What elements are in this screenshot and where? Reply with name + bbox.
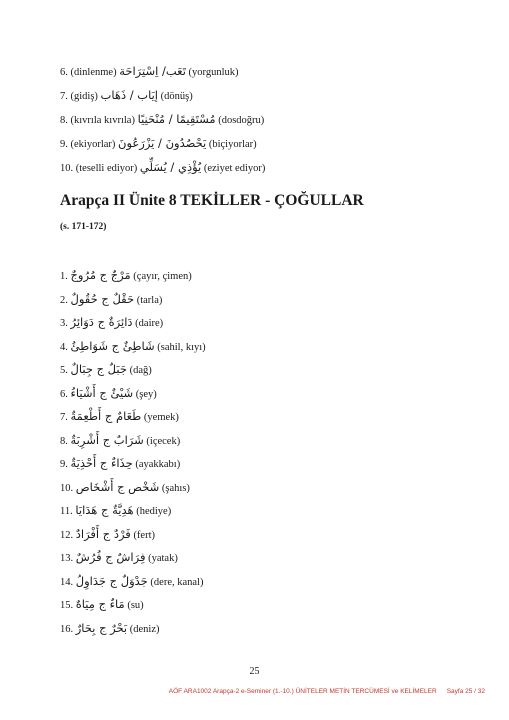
turkish-meaning: (dere, kanal) bbox=[150, 577, 204, 588]
arabic-word: طَعَامٌ ج أَطْعِمَةٌ bbox=[70, 409, 142, 423]
item-number: 4. bbox=[60, 342, 68, 353]
arabic-word: شَخْص ج أَشْخَاص bbox=[75, 480, 160, 494]
arabic-word: يَحْصُدُونَ / يَزْرَعُونَ bbox=[118, 136, 207, 150]
plural-list-item bbox=[60, 621, 160, 637]
arabic-word: بَحْرٌ ج بِحَارٌ bbox=[75, 621, 128, 635]
turkish-after: (eziyet ediyor) bbox=[203, 163, 266, 174]
item-number: 11. bbox=[60, 506, 73, 517]
turkish-meaning: (ayakkabı) bbox=[135, 459, 181, 470]
section-title: Arapça II Ünite 8 TEKİLLER - ÇOĞULLAR bbox=[60, 192, 364, 209]
arabic-word: دَائِرَةٌ ج دَوَائِرُ bbox=[70, 315, 133, 329]
page-footer bbox=[169, 688, 485, 695]
turkish-meaning: (çayır, çimen) bbox=[133, 271, 192, 282]
arabic-word: فِرَاشٌ ج فُرُشٌ bbox=[75, 550, 146, 564]
footer-course-text: AÖF ARA1002 Arapça-2 e-Seminer (1.-10.) ÜNİTELER METİN TERCÜMESİ ve KELİMELER bbox=[168, 688, 437, 695]
item-number: 3. bbox=[60, 318, 68, 329]
turkish-meaning: (su) bbox=[127, 600, 144, 611]
item-number: 10. bbox=[60, 483, 74, 494]
item-number: 15. bbox=[60, 600, 74, 611]
turkish-meaning: (tarla) bbox=[136, 295, 163, 306]
item-number: 12. bbox=[60, 530, 74, 541]
arabic-word: حَقْلٌ ج حُقُولٌ bbox=[70, 292, 135, 306]
plural-list-item bbox=[60, 315, 163, 331]
turkish-meaning: (şahıs) bbox=[161, 483, 190, 494]
arabic-word: إيَاب / ذَهَاب bbox=[100, 88, 158, 102]
arabic-word: شَرَابٌ ج أَشْرِبَةٌ bbox=[70, 433, 144, 447]
turkish-meaning: (içecek) bbox=[146, 436, 181, 447]
turkish-meaning: (şey) bbox=[135, 389, 157, 400]
item-number: 7. bbox=[60, 91, 68, 102]
footer-page-label: Sayfa 25 / 32 bbox=[446, 688, 485, 695]
turkish-meaning: (sahil, kıyı) bbox=[157, 342, 206, 353]
arabic-word: مُسْتَقِيمًا / مُنْحَنِيًا bbox=[137, 112, 216, 126]
item-number: 8. bbox=[60, 436, 68, 447]
plural-list-item bbox=[60, 597, 144, 613]
turkish-after: (dönüş) bbox=[160, 91, 193, 102]
arabic-word: جَدْوَلٌ ج جَدَاوِلُ bbox=[75, 574, 148, 588]
turkish-meaning: (yemek) bbox=[143, 412, 179, 423]
arabic-word: حِذَاءٌ ج أَحْذِيَةٌ bbox=[70, 456, 133, 470]
arabic-word: يُؤْذِي / يُسَلِّي bbox=[139, 160, 202, 174]
plural-list-item bbox=[60, 503, 171, 519]
plural-list-item bbox=[60, 456, 180, 472]
plural-list-item bbox=[60, 550, 178, 566]
arabic-word: مَرْجٌ ج مُرُوجٌ bbox=[70, 268, 131, 282]
item-number: 9. bbox=[60, 139, 68, 150]
section-pages: (s. 171-172) bbox=[60, 222, 107, 232]
arabic-word: هَدِيَّةٌ ج هَدَايَا bbox=[75, 503, 134, 517]
item-number: 6. bbox=[60, 389, 68, 400]
page-number: 25 bbox=[249, 666, 260, 677]
plural-list-item bbox=[60, 292, 162, 308]
turkish-before: (ekiyorlar) bbox=[70, 139, 116, 150]
top-list-item bbox=[60, 64, 238, 80]
top-list-item bbox=[60, 160, 265, 176]
turkish-meaning: (dağ) bbox=[129, 365, 152, 376]
item-number: 6. bbox=[60, 67, 68, 78]
plural-list-item bbox=[60, 480, 190, 496]
plural-list-item bbox=[60, 386, 157, 402]
turkish-meaning: (yatak) bbox=[148, 553, 178, 564]
plural-list-item bbox=[60, 409, 179, 425]
turkish-meaning: (hediye) bbox=[136, 506, 172, 517]
item-number: 2. bbox=[60, 295, 68, 306]
item-number: 7. bbox=[60, 412, 68, 423]
item-number: 5. bbox=[60, 365, 68, 376]
arabic-word: فَرْدٌ ج أَفْرَادٌ bbox=[75, 527, 131, 541]
item-number: 9. bbox=[60, 459, 68, 470]
top-list-item bbox=[60, 136, 257, 152]
turkish-meaning: (deniz) bbox=[129, 624, 160, 635]
turkish-after: (dosdoğru) bbox=[218, 115, 265, 126]
turkish-before: (dinlenme) bbox=[70, 67, 117, 78]
arabic-word: مَاءٌ ج مِيَاهٌ bbox=[75, 597, 125, 611]
plural-list-item bbox=[60, 362, 152, 378]
turkish-after: (yorgunluk) bbox=[188, 67, 239, 78]
arabic-word: شَاطِئٌ ج شَوَاطِئُ bbox=[70, 339, 155, 353]
plural-list-item bbox=[60, 433, 180, 449]
item-number: 13. bbox=[60, 553, 74, 564]
turkish-meaning: (fert) bbox=[133, 530, 156, 541]
turkish-meaning: (daire) bbox=[135, 318, 164, 329]
arabic-word: تَعَب/ اِسْتِرَاحَة bbox=[119, 64, 186, 78]
turkish-before: (gidiş) bbox=[70, 91, 98, 102]
item-number: 10. bbox=[60, 163, 74, 174]
plural-list-item bbox=[60, 339, 206, 355]
plural-list-item bbox=[60, 268, 192, 284]
turkish-after: (biçiyorlar) bbox=[208, 139, 257, 150]
item-number: 16. bbox=[60, 624, 74, 635]
plural-list-item bbox=[60, 574, 203, 590]
item-number: 8. bbox=[60, 115, 68, 126]
top-list-item bbox=[60, 88, 193, 104]
plural-list-item bbox=[60, 527, 155, 543]
item-number: 14. bbox=[60, 577, 74, 588]
arabic-word: جَبَلٌ ج جِبَالٌ bbox=[70, 362, 127, 376]
arabic-word: شَيْئٌ ج أَشْيَاءُ bbox=[70, 386, 134, 400]
turkish-before: (teselli ediyor) bbox=[75, 163, 138, 174]
top-list-item bbox=[60, 112, 264, 128]
item-number: 1. bbox=[60, 271, 68, 282]
turkish-before: (kıvrıla kıvrıla) bbox=[70, 115, 135, 126]
